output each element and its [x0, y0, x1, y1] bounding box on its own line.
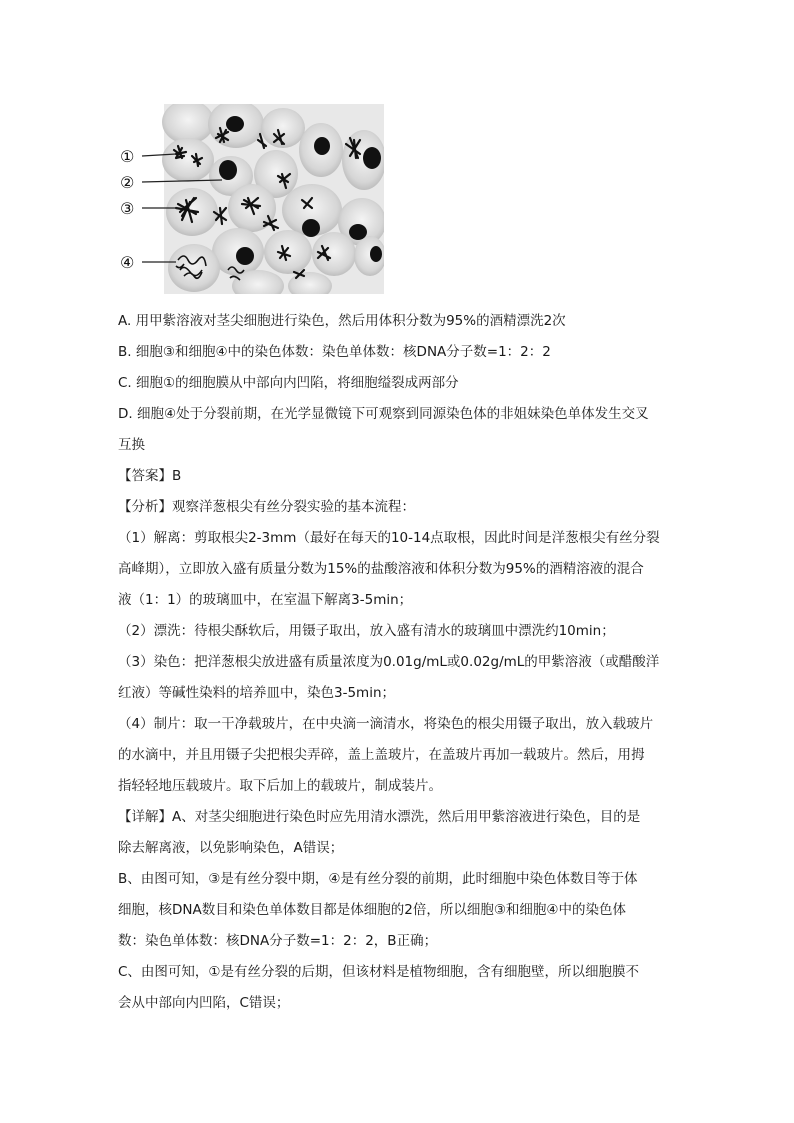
answer-options [118, 306, 678, 1019]
detail-line: 除去解离液，以免影响染色，A错误； [118, 840, 344, 856]
detail-line: 【详解】A、对茎尖细胞进行染色时应先用清水漂洗，然后用甲紫溶液进行染色，目的是 [118, 809, 641, 825]
option-a: A. 用甲紫溶液对茎尖细胞进行染色，然后用体积分数为95%的酒精漂洗2次 [118, 313, 566, 329]
answer-line: 【答案】B [118, 468, 182, 484]
analysis-line: 高峰期），立即放入盛有质量分数为15%的盐酸溶液和体积分数为95%的酒精溶液的混合 [118, 561, 644, 577]
detail-line: C、由图可知，①是有丝分裂的后期，但该材料是植物细胞，含有细胞壁，所以细胞膜不 [118, 964, 640, 980]
analysis-line: 红液）等碱性染料的培养皿中，染色3-5min； [118, 685, 396, 701]
label-3: ③ [120, 199, 135, 218]
analysis-line: 指轻轻地压载玻片。取下后加上的载玻片，制成装片。 [118, 778, 442, 794]
label-4: ④ [120, 253, 135, 272]
label-1: ① [120, 147, 135, 166]
detail-line: 数：染色单体数：核DNA分子数=1：2：2，B正确； [118, 933, 438, 949]
analysis-line: 的水滴中，并且用镊子尖把根尖弄碎，盖上盖玻片，在盖玻片再加一载玻片。然后，用拇 [118, 747, 645, 763]
analysis-line: （1）解离：剪取根尖2-3mm（最好在每天的10-14点取根，因此时间是洋葱根尖有丝分裂 [118, 530, 660, 546]
detail-line: 细胞，核DNA数目和染色单体数目都是体细胞的2倍，所以细胞③和细胞④中的染色体 [118, 902, 627, 918]
analysis-line: （4）制片：取一干净载玻片，在中央滴一滴清水，将染色的根尖用镊子取出，放入载玻片 [118, 716, 654, 732]
micrograph-image [118, 104, 384, 294]
analysis-line: （3）染色：把洋葱根尖放进盛有质量浓度为0.01g/mL或0.02g/mL的甲紫溶液（或醋酸洋 [118, 654, 660, 670]
analysis-line: 【分析】观察洋葱根尖有丝分裂实验的基本流程： [118, 499, 415, 515]
label-2: ② [120, 173, 135, 192]
analysis-line: （2）漂洗：待根尖酥软后，用镊子取出，放入盛有清水的玻璃皿中漂洗约10min； [118, 623, 615, 639]
option-c: C. 细胞①的细胞膜从中部向内凹陷，将细胞缢裂成两部分 [118, 375, 459, 391]
option-d: D. 细胞④处于分裂前期，在光学显微镜下可观察到同源染色体的非姐妹染色单体发生交叉 [118, 406, 649, 422]
analysis-line: 液（1：1）的玻璃皿中，在室温下解离3-5min； [118, 592, 413, 608]
detail-line: 会从中部向内凹陷，C错误； [118, 995, 290, 1011]
option-d-continued: 互换 [118, 437, 145, 453]
mitosis-micrograph-figure [118, 104, 384, 294]
option-b: B. 细胞③和细胞④中的染色体数：染色单体数：核DNA分子数=1：2：2 [118, 344, 551, 360]
detail-line: B、由图可知，③是有丝分裂中期，④是有丝分裂的前期，此时细胞中染色体数目等于体 [118, 871, 638, 887]
